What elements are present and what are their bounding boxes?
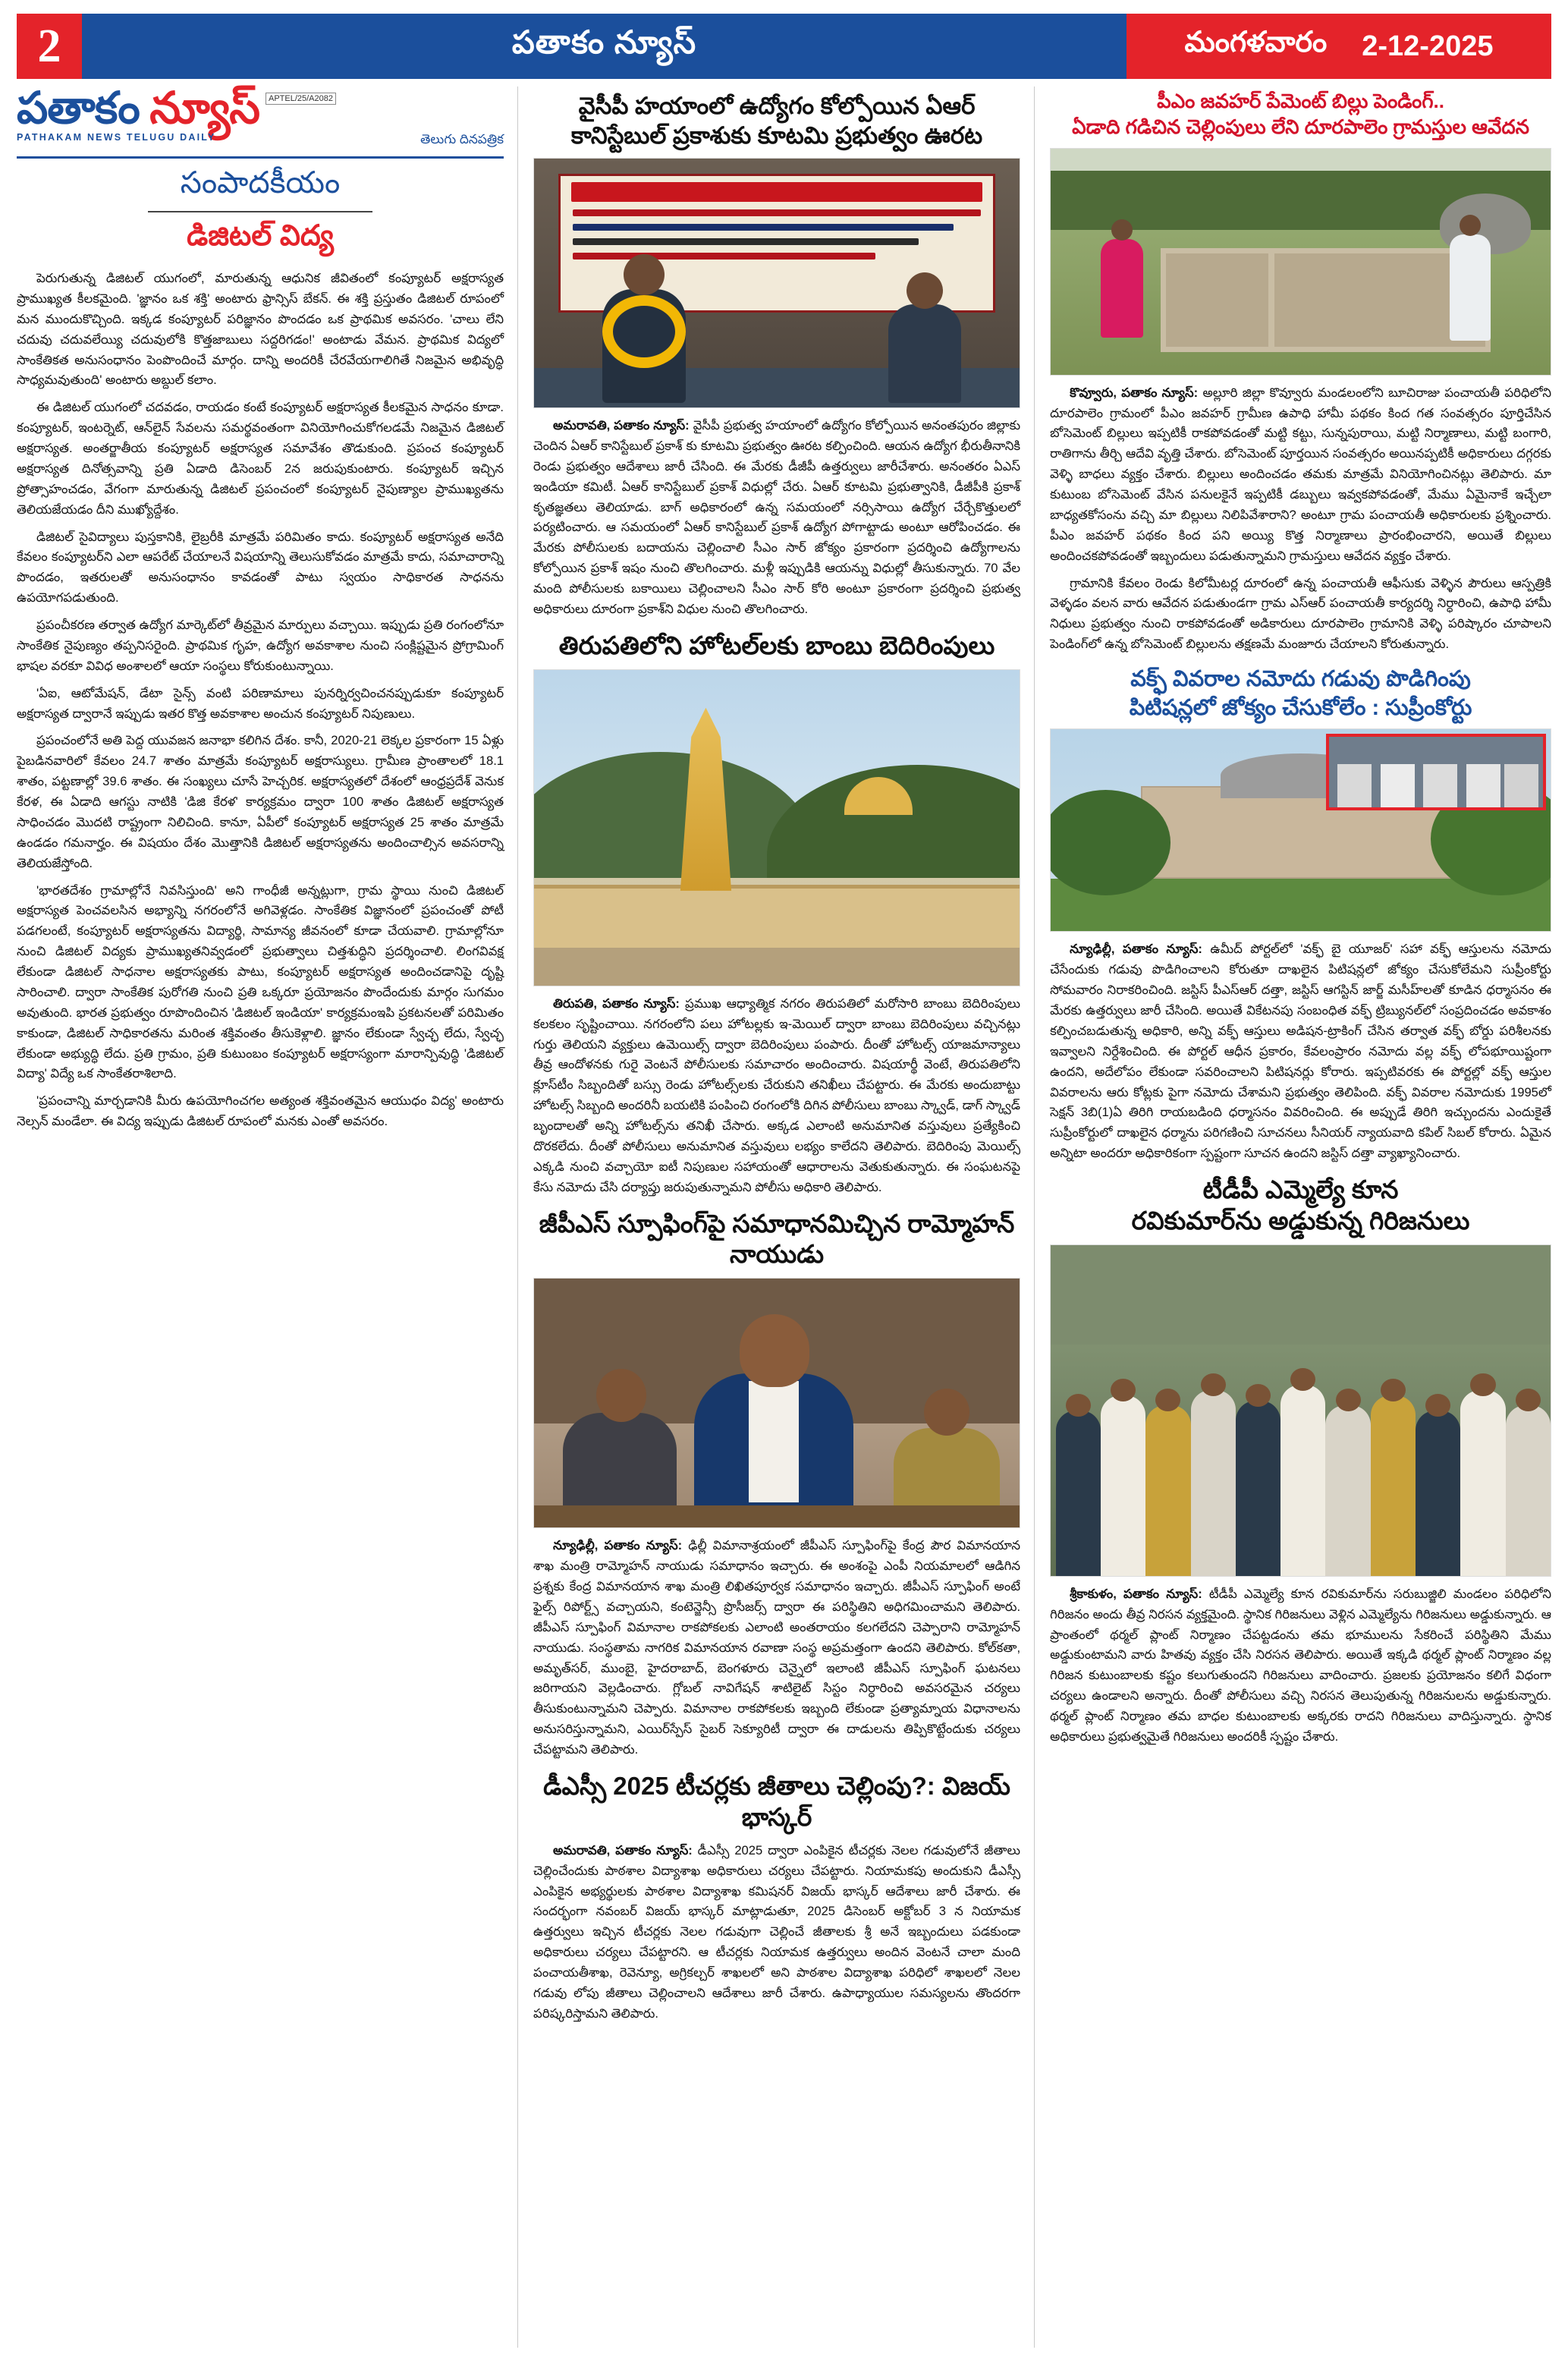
article-tirupati-body [533, 994, 1020, 1198]
inset-photo-officials [1326, 734, 1546, 810]
person-silhouette [1423, 764, 1457, 808]
article-text: టీడీపీ ఎమ్మెల్యే కూన రవికుమార్‌ను సరుబుజ్జిలి మండలం పరిధిలోని గిరిజనం అందు తీవ్ర నిరసన వ్యక్తమైంది. స్థానిక గిరిజనులు వెళ్లిన ఎమ్మెల్యేను గిరిజనులు అడ్డుకున్నారు. ఆ ప్రాంతంలో థర్మల్ ప్లాంట్ నిర్మాణం చేపట్టడంను తమ భూములను సేకరించే పరిస్థితిని మేము అడ్డుకుంటామని వారు హితవు వ్యక్తం చేసి నిరసన తెలిపారు. అయితే ఇక్కడి థర్మల్ ప్లాంట్ నిర్మాణం వల్ల గిరిజన కుటుంబాలకు కష్టం కలుగుతుందని గిరిజనులు వాదించారు. ప్రజలకు ప్రయోజనం కలిగే విధంగా చర్యలు ఉండాలని అన్నారు. దీంతో పోలీసులు వచ్చి నిరసన తెలుపుతున్న గిరిజనులను అడ్డుకున్నారు. థర్మల్ ప్లాంట్ నిర్మాణం తమ బాధల కుటుంబాలకు అక్కరకు రాదని గిరిజనులు వాదిస్తున్నారు. స్థానిక అధికారులు ప్రభుత్వమైతే గిరిజనులు అందరికీ స్పష్టం చేశారు. [1050, 1586, 1551, 1744]
person [1460, 1390, 1505, 1576]
headline-line-1: వక్ఫ్ వివరాల నమోదు గడువు పొడిగింపు [1130, 667, 1471, 691]
headline-line-2: ఏడాది గడిచిన చెల్లింపులు లేని దూరపాలెం గ్రామస్తుల ఆవేదన [1072, 115, 1529, 139]
photo-supreme-court [1050, 728, 1551, 932]
banner-line [573, 209, 981, 216]
headline-line-1: పీఎం జవహర్ పేమెంట్ బిల్లు పెండింగ్.. [1157, 90, 1444, 112]
date-label: 2-12-2025 [1362, 30, 1494, 62]
desk [534, 1505, 1020, 1528]
paragraph: ఈ డిజిటల్ యుగంలో చదవడం, రాయడం కంటే కంప్యూటర్ అక్షరాస్యత కీలకమైన సాధనం కూడా. కంప్యూటర్, ఇంటర్నెట్, ఆన్‌లైన్ సేవలను సమర్థవంతంగా వినియోగించుకోగలడమే నిజమైన డిజిటల్ అక్షరాస్యత. అంతర్జాతీయ కంప్యూటర్ అక్షరాస్యత సమావేశం తొడుకుంది. ప్రపంచ కంప్యూటర్ అక్షరాస్యత దినోత్సవాన్ని ప్రతి ఏడాది డిసెంబర్ 2న జరుపుకుంటారు. కంప్యూటర్ ఇచ్చిన ప్రోత్సాహంచడం, వేగంగా మారుతున్న డిజిటల్ ప్రపంచంలో కంప్యూటర్ నైపుణ్యాల ప్రాముఖ్యతను తెలియజేయడం దీని ముఖ్యోద్దేశం. [17, 400, 504, 517]
divider [148, 211, 372, 212]
headline-dsc-2025: డీఎస్సీ 2025 టీచర్లకు జీతాలు చెల్లింపు?: విజయ్ భాస్కర్ [543, 1771, 1010, 1831]
person-silhouette [1466, 764, 1500, 808]
shirt [749, 1381, 799, 1502]
house-foundation-plot [1161, 248, 1491, 352]
paragraph [1050, 939, 1551, 1164]
person-head [624, 254, 665, 295]
logo-part2: న్యూస్ [149, 83, 259, 133]
headline-line-1: టీడీపీ ఎమ్మెల్యే కూన [1202, 1175, 1399, 1203]
column-3 [1050, 87, 1551, 2348]
person-silhouette [1381, 764, 1415, 808]
person-head [907, 272, 943, 309]
byline: శ్రీకాకుళం, పతాకం న్యూస్: [1070, 1586, 1202, 1601]
person [1101, 1395, 1145, 1576]
date-banner [1127, 14, 1551, 79]
article-text: వైసీపీ ప్రభుత్వ హయాంలో ఉద్యోగం కోల్పోయిన అనంతపురం జిల్లాకు చెందిన ఏఆర్ కానిస్టేబుల్ ప్రకాశ్ కు కూటమి ప్రభుత్వం ఊరట కల్పించింది. ఆయన ఉద్యోగ భీరుతీనానికి రెండు ప్రభుత్వం ఆదేశాలు జారీ చేసింది. ఈ మేరకు డీజీపీ ఉత్తర్వులు జారీచేశారు. అనంతరం ఏఎస్ ఇండియా కమిటీ. ఏఆర్ కానిస్టేబుల్ ప్రకాశ్ విధుల్లో చేరు. ఏఆర్ కూటమి ప్రభుత్వానికి, డీజీపీకి ప్రకాశ్ కృతజ్ఞతలు తెలియాడు. బాగ్ అధికారంలో ఉన్న సమయంలో నర్సిసాయి ఉద్యోగ చేర్చేకొత్తులలో పర్యటించారు. ఆ సమయంలో ఏఆర్ కానిస్టేబుల్ ప్రకాశ్ ఉద్యోగ పోగాట్టాడు అంటూ ఆరోపించడం. ఈ మేరకు పోలీసులకు బదాయను చెల్లించాలి సీఎం సార్ జోక్యం ప్రకారంగా ప్రదర్శించి ఉద్యోగాలను కోల్పోయిన ప్రకాశ్ ఇషం నుంచి తొలగించారు. మళ్లీ ఇప్పుడికి ఆయన్ను విధుల్లో తీసుకున్నారు. 70 వేల మంది పోలీసులకు బకాయిలు చెల్లించాలని సీఎం సార్ కోరి అంటూ ప్రకారంగా ప్రదర్శించి ప్రభుత్వ అధికారులు దూరంగా ప్రకాశ్‌ని విధుల నుంచి తొలగించారు. [533, 418, 1021, 616]
page-header [17, 14, 1551, 79]
villager-man [1450, 234, 1491, 341]
photo-minister-press-conference [533, 1278, 1020, 1528]
person-head [1460, 215, 1481, 236]
person [1280, 1385, 1325, 1576]
editorial-title: డిజిటల్ విద్య [187, 220, 334, 252]
logo-part1: పతాకం [17, 83, 140, 133]
paragraph [533, 994, 1020, 1198]
logo-text [17, 83, 259, 133]
headline-line-2: పిటిషన్లలో జోక్యం చేసుకోలేం : సుప్రీంకోర్టు [1129, 695, 1472, 720]
garland [602, 295, 686, 368]
article-waqf-body [1050, 939, 1551, 1164]
editorial-section-label: సంపాదకీయం [180, 166, 341, 200]
headline-tdp-mla [1050, 1175, 1551, 1237]
article-pm-awas-body [1050, 383, 1551, 655]
paragraph [533, 1536, 1020, 1760]
banner-line [573, 238, 919, 245]
person [1371, 1395, 1416, 1576]
crowd-group [1051, 1318, 1551, 1576]
temple-wall [534, 885, 1020, 955]
photo-tirupati-temple [533, 669, 1020, 986]
person-standing [888, 304, 961, 403]
person-head [740, 1314, 809, 1387]
masthead-subtitle-en: PATHAKAM NEWS TELUGU DAILY [17, 132, 216, 143]
byline: తిరుపతి, పతాకం న్యూస్: [553, 996, 680, 1011]
temple-ground [534, 948, 1020, 986]
page-number: 2 [17, 14, 82, 79]
byline: న్యూఢిల్లీ, పతాకం న్యూస్: [553, 1538, 683, 1553]
person-head [1111, 219, 1133, 241]
photo-village-foundation [1050, 148, 1551, 376]
paragraph: 'భారతదేశం గ్రామాల్లోనే నివసిస్తుంది' అని గాంధీజీ అన్నట్లుగా, గ్రామ స్థాయి నుంచి డిజిటల్ అక్షరాస్యత పెంచవలసిన అభ్యాన్ని నగరంలోనే అగివెళ్లడం. సాంకేతిక విజ్ఞానంలో ప్రపంచంతో పోటీ పడగలంటే, కంప్యూటర్ అక్షరాస్యతను విద్యార్థి, సామాన్య జీవనంలో కూడా చేయవాలి. గ్రామాల్లోనూ నుంచి డిజిటల్ విద్యకు ప్రాముఖ్యతనివ్వడంలో ప్రభుత్వాలు చిత్తశుద్ధిని ప్రదర్శించాలి. లింగవివక్ష లేకుండా డిజిటల్ సాధనాల అక్షరాస్యతకు పాటు, కంప్యూటర్ అక్షరాస్యత అందించడానిపై దృష్టి సారించాలి. ద్వారా సాంకేతిక పురోగతి నుంచి ప్రతి ఒక్కరూ ప్రయోజనం పొందేందుకు మార్గం సుగమం అవుతుంది. భారత ప్రభుత్వం రూపొందించిన 'డిజిటల్ ఇండియా' కార్యక్రమంఇపి ప్రకటనలతో పరిమితం కాకుండా, డిజిటల్ సాధికారతను మరింత శక్తివంతం తీసుకెళ్లాలి. జ్ఞానం లేకుండా స్వేచ్ఛ లేదు, స్వేచ్ఛ లేకుండా అభ్యుద్ధి లేదు. ప్రతి గ్రామం, ప్రతి కుటుంబం కంప్యూటర్ అక్షరాస్యంగా మారాన్పివుద్ధి 'డిజిటల్ విద్యా' విద్యే ఒక సాంకేతరాశిలాది. [17, 882, 504, 1081]
banner-line [573, 253, 875, 260]
person [1056, 1411, 1101, 1576]
column-1 [17, 83, 518, 2348]
banner-title-strip [571, 182, 982, 202]
masthead-subtitle-te: తెలుగు దినపత్రిక [420, 132, 504, 146]
paragraph: 'ఏఐ, ఆటోమేషన్, డేటా సైన్స్ వంటి పరిణామాలు పునర్నిర్వచించనప్పుడుకూ కంప్యూటర్ అక్షరాస్యత ద్వారానే ఇప్పుడు ఇతర కొత్త అవకాశాల అంచున కంప్యూటర్ నిపుణులు. [17, 685, 504, 721]
article-text: ఉమీద్ పోర్టల్‌లో 'వక్ఫ్ బై యూజర్' సహా వక్ఫ్ ఆస్తులను నమోదు చేసేందుకు గడువు పొడిగించాలని కోరుతూ దాఖలైన పిటిషన్లలో జోక్యం చేసుకోలేమని సుప్రీంకోర్టు సోమవారం నిరాకరించింది. జస్టిస్ పీఎస్ఆర్ దత్తా, జస్టిస్ ఆగస్టిన్ జార్జ్ మసీహ్‌లతో కూడిన ధర్మాసనం ఈ మేరకు ఉత్తర్వులు జారీ చేసింది. అయితే వికేటనపు సంబంధిత వక్ఫ్ ట్రిబ్యునల్‌లో సంప్రదించడం అవకాశం కల్పించబడుతున్న అధికారి, అన్ని వక్ఫ్ ఆస్తులు అడిషన-ట్రాకింగ్ చేసిన తర్వాత వక్ఫ్ బోర్డు పరిశీలనకు ఇవ్వాలని నిర్దేశించింది. ఈ పోర్టల్ ఆధీన ప్రకారం, కేవలంప్రారం నమోదు వల్ల వక్ఫ్ లోపభూయిష్టంగా ఉందని, అదేలోపం లేకుండా సవరించాలని పిటిషనర్లు కోరారు. ఇప్పటివరకు ఈ పోర్టల్లో వక్ఫ్ ఆస్తుల వివరాలను ఆరు కోట్లకు పైగా నమోదు చేశామని ప్రభుత్వం తెలిపింది. వక్ఫ్ వివరాల నమోదుకు 1995లో సెక్షన్ 3బి(1)ఏ తిరిగి రాయబడింది ధర్మాసనం వివరించింది. ఈ అప్పుడే తిరిగి ఇచ్చుందను ఎందుకైతే సుప్రీంకోర్టులో దాఖలైన ధర్మాను పరిగణించి సూచనలు సీనియర్ న్యాయవాది కపిల్ సిబల్ కోరారు. ఏమైన అన్నిటా అందరూ అధికారికంగా స్పష్టంగా సూచన ఉందని జస్టిస్ దత్తా వ్యాఖ్యానించారు. [1050, 942, 1551, 1161]
paragraph: ప్రపంచీకరణ తర్వాత ఉద్యోగ మార్కెట్‌లో తీవ్రమైన మార్పులు వచ్చాయి. ఇప్పుడు ప్రతి రంగంలోనూ సాంకేతిక నైపుణ్యం తప్పనిసరైంది. ప్రాథమిక గృహ, ఉద్యోగ అవకాశాల నుంచి సంక్లిష్టమైన ప్రోగ్రామింగ్ భాషల వరకూ వివిధ అంశాలలో ఆయా సంస్థలు కోరుకుంటున్నాయి. [17, 618, 504, 673]
photo-press-meet-banner [533, 158, 1020, 408]
person [1506, 1405, 1551, 1575]
registration-label: APTEL/25/A2082 [266, 93, 336, 105]
article-text: ఢిల్లీ విమానాశ్రయంలో జీపీఎస్ స్పూఫింగ్‌పై కేంద్ర పౌర విమానయాన శాఖ మంత్రి రామ్మోహన్ నాయుడు సమాధానం ఇచ్చారు. ఈ అంశంపై ఎంపీ నియమాలలో ఆడిగిన ప్రశ్నకు కేంద్ర విమానయాన శాఖ మంత్రి లిఖితపూర్వక సమాధానం ఇచ్చారు. జీపీఎస్ స్పూఫింగ్ అంటే ఫైల్స్ రిపోర్ట్స్ వచ్చాయని, కంటెన్జెన్సీ ప్రొసీజర్స్ ద్వారా ఈ పరిస్థితిని అధిగమించామని తెలిపారు. జీపీఎస్ స్పూఫింగ్ విమానాల రాకపోకలకు ఎలాంటి అంతరాయం కలగలేదని చెప్పారాని రామ్మోహన్ నాయుడు. సంస్థతామ నాగరిక విమానయాన రవాణా సంస్థ అప్రమత్తంగా ఉందని తెలిపారు. కోల్‌కతా, అమృత్‌సర్, ముంబై, హైదరాబాద్, బెంగళూరు చెన్నైలో ఇలాంటి జీపీఎస్ స్పూఫింగ్ ఘటనలు జరిగాయని వెల్లడించారు. గ్లోబల్ నావిగేషన్ శాటిలైట్ సిస్టం నిర్ధారించి అవసరమైన చర్యలు తీసుకుంటున్నామని చెప్పారు. విమానాల రాకపోకలకు ఇబ్బంది లేకుండా ప్రత్యామ్నాయ విధానాలను అనుసరిస్తున్నామని, ఎయిర్‌స్పేస్ సైబర్ సెక్యూరిటీ ద్వారా ఈ దాడులను తిప్పికొట్టేందుకు చర్యలు చేపట్టామని తెలిపారు. [533, 1538, 1021, 1757]
byline: అమరావతి, పతాకం న్యూస్: [553, 418, 690, 433]
headline-line-2: రవికుమార్‌ను అడ్డుకున్న గిరిజనులు [1131, 1206, 1470, 1235]
paragraph: డిజిటల్ సైవిద్యాలు పుస్తకానికి, లైబ్రరీకి మాత్రమే పరిమితం కాదు. కంప్యూటర్ అక్షరాస్యత అనేది కేవలం కంప్యూటర్‌ని ఎలా ఆపరేట్ చేయాలనే విషయాన్ని తెలుసుకోవడం మాత్రమే కాదు, సమాచారాన్ని పొందడం, ఇతరులతో అనుసంధానం కావడంతో పాటు స్వయం సాధికారత సాధనను ఉపయోగపడుతుంది. [17, 529, 504, 606]
banner-line [573, 224, 954, 231]
person-head [596, 1369, 646, 1422]
article-text: ప్రముఖ ఆధ్యాత్మిక నగరం తిరుపతిలో మరోసారి బాంబు బెదిరింపులు కలకలం సృష్టించాయి. నగరంలోని పలు హోటల్లకు ఇ-మెయిల్ ద్వారా బాంబు బెదిరింపులు వచ్చినట్లు గుర్తు తెలియని వ్యక్తులు ఉమెయిల్స్ ద్వారా బెదిరింపులు పంపారు. దీంతో హోటల్స్ యాజమాన్యాలు తీవ్ర ఆందోళనకు గురై వెంటనే పోలీసులకు సమాచారం అందించారు. విషయార్థీ వెంటే, తిరుపతిలోని క్లూస్‌టీం సిబ్బందితో బస్సు రెండు హోటల్స్‌లకు చేరుకుని తనిఖీలు చేపట్టారు. ఈ మేరకు అందుబాట్టు హోటల్స్ సిబ్బంది అందరినీ బయటికి పంపించి రంగంలోకి దిగిన పోలీసులు బాంబు స్క్వాడ్, డాగ్ స్క్వాడ్ బృందాలతో అన్ని హోటల్స్‌ను తనిఖీ చేసారు. అక్కడ ఎలాంటి అనుమానిత వస్తువులు ప్రత్యేకించి దొరకలేదు. దీంతో పోలీసులు అనుమానిత వస్తువులు లభ్యం కాలేదని తెలిపారు. బెదిరింపు మెయిల్స్ ఎక్కడి నుంచి వచ్చాయో ఐటీ నిపుణుల సహాయంతో ఆధారాలను వెతుకుతున్నారు. ఈ సంఘటనపై కేసు నమోదు చేసి దర్యాప్తు జరుపుతున్నామని పోలీసు అధికారి తెలిపారు. [533, 996, 1021, 1194]
article-dsc-body [533, 1841, 1020, 2024]
paragraph [533, 416, 1020, 620]
article-text: అల్లూరి జిల్లా కొవ్వూరు మండలంలోని బూచిరాజు పంచాయతీ పరిధిలోని దూరపాలెం గ్రామంలో పీఎం జవహర్ గ్రామీణ ఉపాధి హామీ పథకం కింద గత సంవత్సరం పూర్తిచేసిన బోసెమెంట్ బిల్లులు ఇప్పటికీ రాకపోవడంతో మట్టి కట్టు, సున్నపురాయి, మట్టి నిర్మాణాలు, మట్టి బంగారి, రాతిగాను తీర్చి ఆదేవి వృత్తి చేశారు. బోసెమెంట్ పూర్తయిన సంవత్సరం అయినప్పటికీ అధికారులు దగ్గరకు వెళ్ళి బాధలు వ్యక్తం చేశారు. బిల్లులు అందించడం తమకు మాత్రమే వినియోగించినట్లు తెలిపారు. మా కుటుంబ బోసెమెంట్ వేసిన పనులకైనే ఇప్పటికీ డబ్బులు ఇవ్వకపోవడంతో, మేము ఏమైనాకే ఇచ్చేలా బాధ్యతకోసంను వచ్చి మా బిల్లులు నిలిపివేశారాని? అంటూ గ్రామ పంచాయతీ అధికారులకు ప్రశ్నించారు. పీఎం జవహర్ పథకం కింద పని అయ్యి కొత్త నిర్మాణాలు ప్రారంభించారని, అయితే బిల్లులు అందించకపోవడంతో ఇబ్బందులు పడుతున్నామని గ్రామస్తులు ఆవేదన వ్యక్తం చేశారు. [1050, 385, 1551, 563]
paragraph [533, 1841, 1020, 2024]
paragraph [1050, 383, 1551, 567]
person [1325, 1405, 1370, 1575]
headline-waqf [1050, 665, 1551, 722]
paragraph: గ్రామానికి కేవలం రెండు కిలోమీటర్ల దూరంలో ఉన్న పంచాయతీ ఆఫీసుకు వెళ్ళిన పౌరులు ఆస్పత్రికి వెళ్ళడం వలన వారు ఆవేదన పడుతుండగా గ్రామ ఎస్ఆర్ పంచాయతీ కార్యదర్శి నిర్ధారించి, ఉపాధి హామీ నిధులు ప్రభుత్వం నుంచి రాకపోవడంతో అడికారులు దూరపాలెం గ్రామానికి వెళ్ళి పరిష్కారం చూపాలని పెండింగ్‌లో ఉన్న బోసెమెంట్ బిల్లులను తక్షణమే మంజూరు చేయాలని కోరుతున్నారు. [1050, 575, 1551, 652]
person-center-minister [694, 1373, 853, 1527]
columns-container [17, 83, 1551, 2348]
person-head [924, 1389, 969, 1436]
headline-ysrcp-job: వైసీపీ హయాంలో ఉద్యోగం కోల్పోయిన ఏఆర్ కానిస్టేబుల్ ప్రకాశుకు కూటమి ప్రభుత్వం ఊరట [570, 93, 983, 149]
person-silhouette [1504, 764, 1538, 808]
paragraph [1050, 1584, 1551, 1747]
article-gps-body [533, 1536, 1020, 1760]
photo-tribal-protest-crowd [1050, 1244, 1551, 1577]
column-2 [533, 87, 1035, 2348]
headline-pm-awas [1050, 88, 1551, 140]
byline: కొవ్వూరు, పతాకం న్యూస్: [1070, 385, 1199, 400]
paper-title-banner: పతాకం న్యూస్ [82, 14, 1127, 79]
weekday-label: మంగళవారం [1184, 27, 1328, 58]
person [1236, 1401, 1280, 1576]
byline: అమరావతి, పతాకం న్యూస్: [553, 1842, 693, 1858]
villager-woman [1101, 239, 1143, 338]
paragraph: ప్రపంచంలోనే అతి పెద్ద యువజన జనాభా కలిగిన దేశం. కానీ, 2020-21 లెక్కల ప్రకారంగా 15 ఏళ్లు పైబడినవారిలో కేవలం 24.7 శాతం మాత్రమే కంప్యూటర్ అక్షరాస్యులు. గ్రామీణ ప్రాంతాలలో 18.1 శాతం, పట్టణాల్లో 39.6 శాతం. ఈ సంఖ్యలు చూసే హెచ్చరిక. అక్షరాస్యతలో దేశంలో ఆంధ్రప్రదేశ్ వెనుక కేరళ, ఈ ఏడాది ఆగస్టు నాటికి 'డిజి కేరళ' కార్యక్రమం ద్వారా 100 శాతం డిజిటల్ అక్షరాస్యత సాధించడం మొదటి రాష్ట్రంగా నిలిచింది. కానూ, ఏపీలో కంప్యూటర్ అక్షరాస్యత 25 శాతం మాత్రమే ఉండడం గమనార్హం. ఈ విషయం దేశం మొత్తానికి డిజిటల్ అక్షరాస్యతను అందించాల్సిన అవసరాన్ని తెలియజేస్తోంది. [17, 733, 504, 870]
person [1191, 1390, 1236, 1576]
article-text: డీఎస్సీ 2025 ద్వారా ఎంపికైన టీచర్లకు నెలల గడువులోనే జీతాలు చెల్లించేందుకు పాఠశాల విద్యాశాఖ అధికారులు చర్యలు చేపట్టారు. నియామకపు అందుకుని డీఎస్సీ ఎంపికైన అభ్యర్థులకు పాఠశాల విద్యాశాఖ కమిషనర్ విజయ్ భాస్కర్ ఆదేశాలు జారీ చేశారు. ఈ సందర్భంగా నవంబర్ విజయ్ భాస్కర్ మాట్లాడుతూ, 2025 డిసెంబర్ అక్టోబర్ 3 న నియామక ఉత్తర్వులు ఇచ్చిన టీచర్లకు నెలల గడువుగా చెల్లించే జీతాలకు శ్రీ అనే ఇబ్బందులు పడకుండా అధికారులు చర్యలు చేపట్టారని. ఆ టీచర్లకు నియామక ఉత్తర్వులు అందిన వెంటనే చాలా మంది పంచాయతీశాఖ, రెవెన్యూ, అగ్రికల్చర్ శాఖలలో అని పాఠశాల విద్యాశాఖ పరిధిలో శాఖలలో నెలల గడువు లోపు జీతాలు చెల్లించాలని ఆదేశాలు జారీ చేశారు. ఉపాధ్యాయుల సమస్యలను తొందరగా పరిష్కరిస్తామని తెలిపారు. [533, 1842, 1021, 2021]
person [1145, 1405, 1190, 1575]
paragraph: 'ప్రపంచాన్ని మార్చడానికి మీరు ఉపయోగించగల అత్యంత శక్తివంతమైన ఆయుధం విద్య' అంటారు నెల్సన్ మండేలా. ఈ విద్య ఇప్పుడు డిజిటల్ రూపంలో మనకు ఎంతో అవసరం. [17, 1093, 504, 1129]
article-tdp-mla-body [1050, 1584, 1551, 1747]
headline-tirupati-hotels: తిరుపతిలోని హోటల్‌లకు బాంబు బెదిరింపులు [558, 631, 995, 659]
person [1416, 1411, 1460, 1576]
editorial-body [17, 269, 504, 1132]
article-ysrcp-job-body [533, 416, 1020, 620]
headline-gps-spoofing: జీపీఎస్ స్పూఫింగ్‌పై సమాధానమిచ్చిన రామ్మోహన్ నాయుడు [539, 1209, 1015, 1269]
byline: న్యూఢిల్లీ, పతాకం న్యూస్: [1070, 942, 1202, 957]
person-silhouette [1337, 764, 1372, 808]
paragraph: పెరుగుతున్న డిజిటల్ యుగంలో, మారుతున్న ఆధునిక జీవితంలో కంప్యూటర్ అక్షరాస్యత ప్రాముఖ్యత కీలకమైంది. 'జ్ఞానం ఒక శక్తి' అంటారు ఫ్రాన్సిస్ బేకన్. ఈ శక్తి ప్రస్తుతం డిజిటల్ రూపంలో మన ముందుకొచ్చింది. ఇక్కడ కంప్యూటర్ పరిజ్ఞానం పొందడం ఒక ప్రాథమిక అవసరం. 'చాలు లేని చదువు చదువలేయ్యి చదువులోకి కొత్తజాబులు సద్దరిగడం!' అంటాడు వేమన. ప్రాథమిక విద్యలో సాంకేతికత అనుసంధానం పెంపొందించే మార్గం. దాన్ని అందరికీ చేరవేయగాలిగితే నిజమైన అభివృద్ధి సాధ్యమవుతుంది' అంటారు అబ్దుల్ కలాం. [17, 271, 504, 388]
masthead-logo [17, 83, 504, 159]
